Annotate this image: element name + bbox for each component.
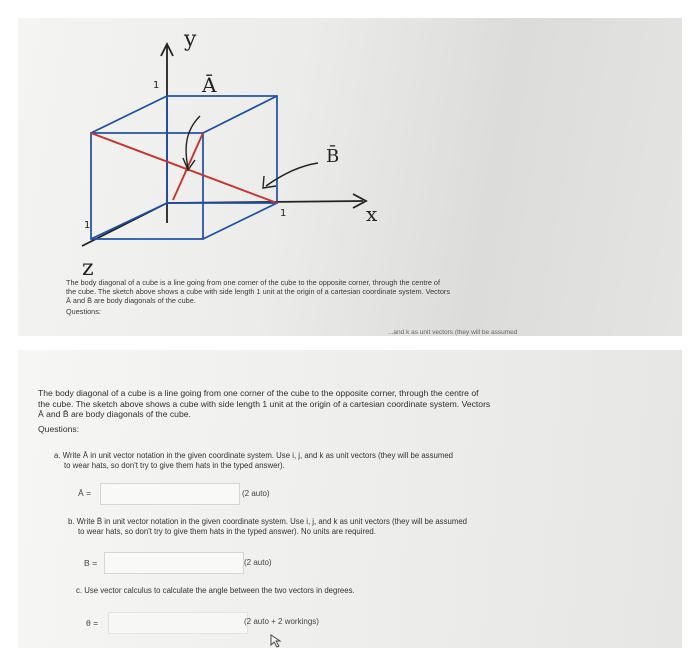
question-b-text: to wear hats, so don't try to give them hats in the typed answer). No units are required.	[78, 527, 376, 536]
tick-label-x: 1	[280, 208, 287, 219]
vector-a-label: Ā	[202, 73, 217, 97]
question-c	[76, 586, 636, 596]
intro-line: the cube. The sketch above shows a cube with side length 1 unit at the origin of a cartesian coordinate system. Vectors	[66, 287, 450, 296]
answer-b-marks: (2 auto)	[244, 558, 272, 567]
cut-off-text: ...and k as unit vectors (they will be assumed	[388, 329, 518, 336]
label-arrowhead-b	[263, 176, 276, 188]
questions-heading: Questions:	[38, 423, 80, 434]
cube-edge	[91, 203, 167, 239]
intro-line: the cube. The sketch above shows a cube with side length 1 unit at the origin of a cartesian coordinate system. Vectors	[38, 398, 491, 409]
cube-back-face	[167, 96, 277, 203]
intro-line: The body diagonal of a cube is a line going from one corner of the cube to the opposite corner, through the centre of	[38, 388, 479, 398]
question-a-text: a. Write Ā in unit vector notation in the given coordinate system. Use i, j, and k as unit vectors (they will be assumed	[54, 451, 453, 460]
top-photo	[18, 18, 682, 336]
question-a-text: to wear hats, so don't try to give them hats in the typed answer).	[64, 461, 285, 470]
vector-b-label: B̄	[326, 146, 340, 167]
label-arrow-b	[266, 163, 318, 186]
answer-b-label: B =	[84, 558, 98, 568]
tick-label-z: 1	[84, 220, 91, 231]
tick-label-y: 1	[153, 80, 160, 91]
question-b-text: b. Write B̄ in unit vector notation in the given coordinate system. Use i, j, and k as unit vectors (they will be assumed	[68, 517, 467, 526]
z-axis-label: z	[82, 256, 94, 281]
bottom-photo	[18, 350, 682, 648]
mouse-pointer-icon	[270, 634, 282, 648]
answer-a-label: Ā =	[78, 488, 92, 498]
label-arrow-a	[186, 116, 200, 168]
answer-c-label: θ =	[86, 618, 99, 628]
intro-line: Ā and B̄ are body diagonals of the cube.	[66, 296, 196, 305]
y-axis-label: y	[184, 27, 197, 52]
answer-c-input[interactable]	[108, 612, 248, 634]
answer-a-marks: (2 auto)	[242, 489, 270, 498]
answer-b-input[interactable]	[104, 552, 244, 574]
question-c-text: c. Use vector calculus to calculate the angle between the two vectors in degrees.	[76, 586, 355, 595]
answer-c-marks: (2 auto + 2 workings)	[244, 617, 319, 626]
intro-line: The body diagonal of a cube is a line going from one corner of the cube to the opposite corner, through the centre of	[66, 278, 441, 287]
cube-edge	[91, 96, 167, 133]
x-axis-label: x	[366, 202, 378, 226]
questions-heading: Questions:	[66, 307, 101, 316]
question-a	[54, 451, 614, 471]
cube-edge	[203, 96, 277, 133]
cube-edge	[203, 203, 277, 239]
answer-a-input[interactable]	[100, 483, 240, 505]
bottom-intro	[38, 388, 638, 434]
question-b	[68, 517, 628, 537]
diagonal-b	[91, 133, 277, 203]
top-photo-text	[66, 278, 626, 316]
intro-line: Ā and B̄ are body diagonals of the cube.	[38, 409, 191, 419]
